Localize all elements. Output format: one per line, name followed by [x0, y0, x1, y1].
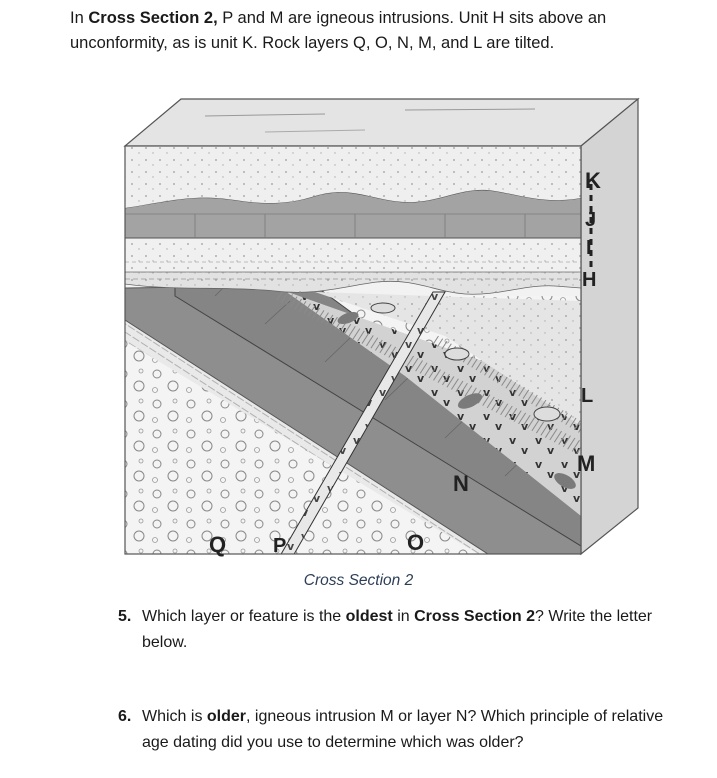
question-5-bold-oldest: oldest [345, 608, 393, 625]
label-j: J [585, 209, 597, 231]
front-face-layers [125, 146, 581, 566]
figure-caption: Cross Section 2 [303, 572, 414, 589]
question-6 [118, 704, 688, 756]
cross-section-figure [115, 96, 645, 571]
label-i: I [586, 237, 592, 259]
label-q: Q [209, 532, 227, 557]
question-5-number: 5. [118, 608, 132, 625]
question-6-number: 6. [118, 708, 132, 725]
intro-text-2: P and M are igneous intrusions. Unit H sits above an unconformity, as is unit K. Rock layers Q, O, N, M, and L are tilted. [70, 9, 607, 52]
label-p: P [273, 535, 287, 557]
intro-paragraph [70, 6, 670, 56]
intro-bold-cross-section: Cross Section 2, [88, 9, 218, 27]
question-6-bold-older: older [206, 708, 247, 725]
label-k: K [585, 168, 601, 193]
question-5 [118, 604, 688, 656]
label-h: H [582, 269, 597, 291]
block-top-face [125, 99, 638, 146]
question-5-text: Which layer or feature is the oldest in Cross Section 2? Write the letter below. [142, 608, 653, 651]
intro-text-1: In [70, 9, 89, 27]
label-o: O [407, 530, 425, 555]
question-6-text: Which is older, igneous intrusion M or layer N? Which principle of relative age dating did you use to determine which was older? [142, 708, 664, 751]
question-5-bold-cross-section: Cross Section 2 [414, 608, 536, 625]
label-m: M [577, 451, 596, 476]
cross-section-diagram [115, 96, 645, 566]
label-l: L [581, 385, 594, 407]
label-n: N [453, 471, 469, 496]
